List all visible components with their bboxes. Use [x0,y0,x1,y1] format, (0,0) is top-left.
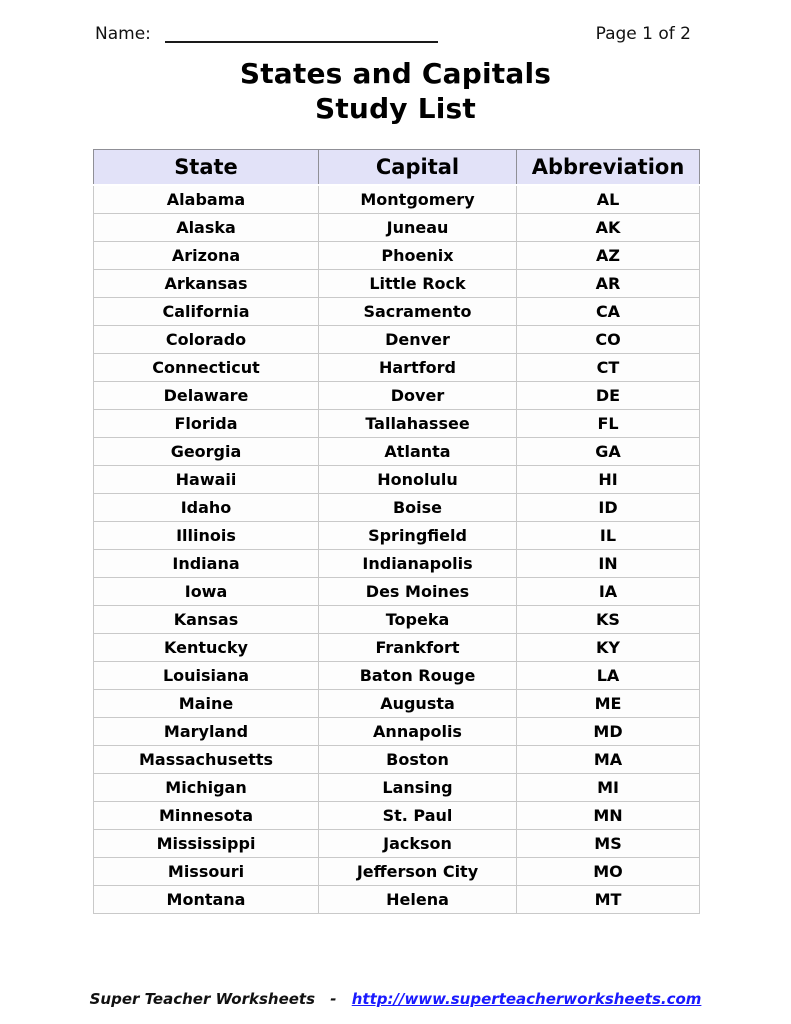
capital-cell: Des Moines [319,578,517,606]
table-row [94,494,700,522]
abbr-cell: MI [517,774,700,802]
capital-cell: Baton Rouge [319,662,517,690]
footer-link[interactable]: http://www.superteacherworksheets.com [351,990,702,1008]
state-cell: Montana [94,886,319,914]
table-row [94,886,700,914]
state-cell: Idaho [94,494,319,522]
abbr-cell: CO [517,326,700,354]
state-cell: Massachusetts [94,746,319,774]
table-row [94,662,700,690]
table-row [94,522,700,550]
capital-cell: Annapolis [319,718,517,746]
table-row [94,382,700,410]
study-list-table-wrap [93,149,700,914]
state-cell: Kentucky [94,634,319,662]
state-cell: Alabama [94,185,319,214]
footer-site-name: Super Teacher Worksheets [89,990,316,1008]
name-blank-line [165,40,438,43]
abbr-cell: MT [517,886,700,914]
abbr-cell: MO [517,858,700,886]
table-row [94,354,700,382]
abbr-cell: AR [517,270,700,298]
capital-cell: Juneau [319,214,517,242]
abbr-cell: CA [517,298,700,326]
state-cell: Arkansas [94,270,319,298]
table-row [94,718,700,746]
title-line-2: Study List [314,92,477,125]
table-row [94,242,700,270]
capital-cell: Topeka [319,606,517,634]
capital-cell: Boise [319,494,517,522]
state-cell: California [94,298,319,326]
page-header [95,24,691,44]
abbr-cell: DE [517,382,700,410]
table-row [94,466,700,494]
table-row [94,298,700,326]
capital-cell: Indianapolis [319,550,517,578]
state-cell: Iowa [94,578,319,606]
state-cell: Alaska [94,214,319,242]
state-cell: Hawaii [94,466,319,494]
abbr-cell: FL [517,410,700,438]
abbr-cell: MS [517,830,700,858]
capital-cell: St. Paul [319,802,517,830]
column-header-capital: Capital [319,150,517,186]
abbr-cell: ID [517,494,700,522]
footer-separator: - [330,990,337,1008]
state-cell: Georgia [94,438,319,466]
table-row [94,326,700,354]
table-row [94,270,700,298]
page-footer [0,990,791,1008]
abbr-cell: AL [517,185,700,214]
capital-cell: Augusta [319,690,517,718]
state-cell: Maine [94,690,319,718]
capital-cell: Honolulu [319,466,517,494]
abbr-cell: HI [517,466,700,494]
table-row [94,802,700,830]
table-row [94,185,700,214]
table-row [94,774,700,802]
abbr-cell: MD [517,718,700,746]
capital-cell: Lansing [319,774,517,802]
capital-cell: Atlanta [319,438,517,466]
abbr-cell: IL [517,522,700,550]
abbr-cell: CT [517,354,700,382]
abbr-cell: AZ [517,242,700,270]
state-cell: Colorado [94,326,319,354]
table-row [94,438,700,466]
abbr-cell: MN [517,802,700,830]
table-row [94,410,700,438]
state-cell: Indiana [94,550,319,578]
abbr-cell: GA [517,438,700,466]
capital-cell: Jackson [319,830,517,858]
table-row [94,634,700,662]
capital-cell: Boston [319,746,517,774]
capital-cell: Frankfort [319,634,517,662]
table-row [94,606,700,634]
title-line-1: States and Capitals [239,57,552,90]
page-title [0,56,791,126]
column-header-abbreviation: Abbreviation [517,150,700,186]
state-cell: Michigan [94,774,319,802]
abbr-cell: AK [517,214,700,242]
study-list-table [93,149,700,914]
abbr-cell: ME [517,690,700,718]
table-body [94,185,700,914]
abbr-cell: KS [517,606,700,634]
table-row [94,830,700,858]
capital-cell: Springfield [319,522,517,550]
table-row [94,746,700,774]
state-cell: Delaware [94,382,319,410]
capital-cell: Phoenix [319,242,517,270]
table-header-row [94,150,700,186]
table-row [94,690,700,718]
state-cell: Illinois [94,522,319,550]
column-header-state: State [94,150,319,186]
capital-cell: Sacramento [319,298,517,326]
capital-cell: Helena [319,886,517,914]
capital-cell: Jefferson City [319,858,517,886]
state-cell: Maryland [94,718,319,746]
state-cell: Missouri [94,858,319,886]
state-cell: Connecticut [94,354,319,382]
name-field [95,24,438,44]
abbr-cell: MA [517,746,700,774]
capital-cell: Denver [319,326,517,354]
table-row [94,858,700,886]
state-cell: Minnesota [94,802,319,830]
state-cell: Mississippi [94,830,319,858]
state-cell: Louisiana [94,662,319,690]
abbr-cell: KY [517,634,700,662]
capital-cell: Montgomery [319,185,517,214]
abbr-cell: IA [517,578,700,606]
table-row [94,550,700,578]
capital-cell: Tallahassee [319,410,517,438]
state-cell: Florida [94,410,319,438]
abbr-cell: IN [517,550,700,578]
table-row [94,578,700,606]
capital-cell: Hartford [319,354,517,382]
capital-cell: Dover [319,382,517,410]
abbr-cell: LA [517,662,700,690]
capital-cell: Little Rock [319,270,517,298]
name-label: Name: [95,24,151,44]
state-cell: Arizona [94,242,319,270]
state-cell: Kansas [94,606,319,634]
table-row [94,214,700,242]
page-number: Page 1 of 2 [595,24,691,44]
